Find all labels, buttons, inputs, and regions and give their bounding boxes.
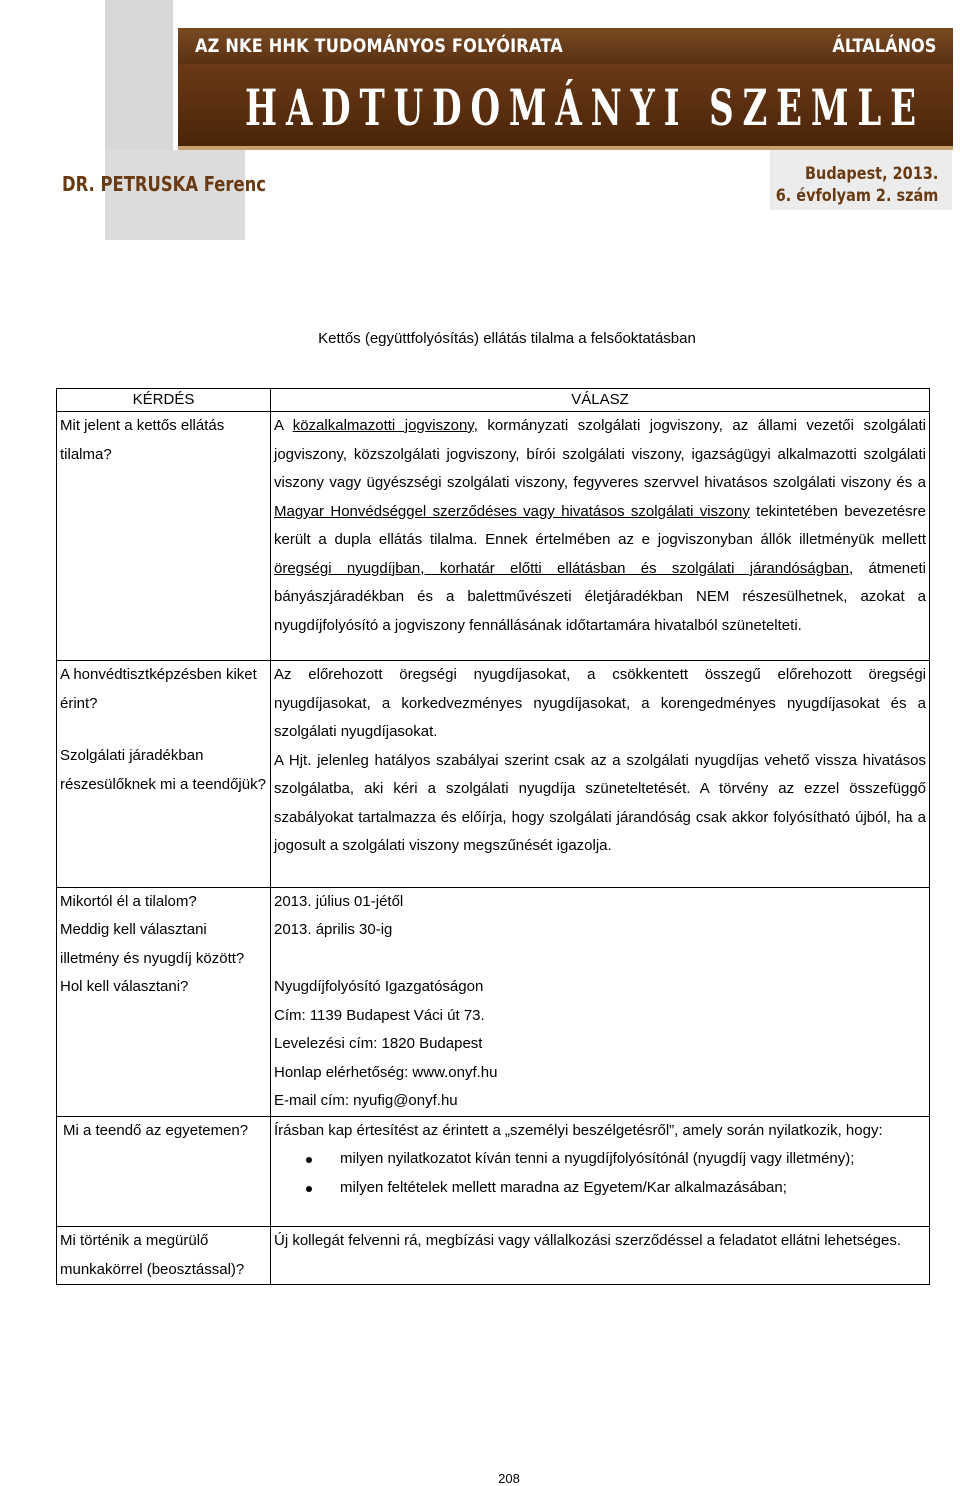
category-label: ÁLTALÁNOS: [831, 35, 936, 57]
question-text: Hol kell választani?: [60, 978, 189, 995]
answer-text: A Hjt. jelenleg hatályos szabályai szerint csak az a szolgálati nyugdíjas vehető vissza hivatásos szolgálatba, aki kéri a szolgálati nyugdíja szüneteltetését. A törvény az ezzel összefüggő szabályokat tartalmazza és előírja, hogy szolgálati járandóság csak akkor folyósítható újból, ha a jogosult a szolgálati viszony megszűnését igazolja.: [274, 751, 926, 854]
place-year: Budapest, 2013.: [804, 164, 938, 184]
answer-cell: [271, 412, 930, 661]
question-text: A honvédtisztképzésben kiket érint?: [60, 666, 257, 712]
answer-text: 2013. április 30-ig: [274, 921, 393, 938]
question-text: Meddig kell választani illetmény és nyugdíj között?: [60, 921, 245, 967]
journal-title: HADTUDOMÁNYI SZEMLE: [245, 78, 925, 137]
question-cell: Mi történik a megürülő munkakörrel (beosztással)?: [57, 1227, 271, 1285]
answer-text: tekintetében bevezetésre került a dupla ellátás tilalma. Ennek értelmében az e jogviszonyban állók illetményük mellett: [274, 502, 926, 548]
question-text: Szolgálati járadékban részesülőknek mi a teendőjük?: [60, 747, 266, 793]
answer-line: Honlap elérhetőség: www.onyf.hu: [274, 1063, 498, 1081]
answer-underlined-text: közalkalmazotti jogviszony: [292, 417, 474, 434]
list-item: milyen nyilatkozatot kíván tenni a nyugdíjfolyósítónál (nyugdíj vagy illetmény);: [340, 1145, 926, 1174]
publication-info: [775, 163, 938, 207]
question-text: Mikortól él a tilalom?: [60, 892, 197, 910]
answer-cell: [271, 887, 930, 1116]
table-row: [57, 887, 930, 1116]
answer-text: Az előrehozott öregségi nyugdíjasokat, a csökkentett összegű előrehozott öregségi nyugdíjasokat, a korkedvezményes nyugdíjasokat, a korengedményes nyugdíjasokat és a szolgálati nyugdíjasokat.: [274, 666, 926, 740]
header-decor-square: [105, 0, 173, 150]
author-name: DR. PETRUSKA Ferenc: [62, 172, 267, 196]
header-band-line: [178, 146, 953, 150]
table-header-row: [57, 389, 930, 412]
answer-line: Nyugdíjfolyósító Igazgatóságon: [274, 978, 484, 995]
answer-cell: [271, 661, 930, 888]
volume-issue: 6. évfolyam 2. szám: [775, 186, 938, 206]
column-header-answer: VÁLASZ: [271, 389, 930, 412]
answer-text: 2013. július 01-jétől: [274, 892, 404, 910]
table-row: [57, 661, 930, 888]
answer-cell: [271, 1116, 930, 1227]
answer-text: , kormányzati szolgálati jogviszony, az állami vezetői szolgálati jogviszony, közszolgálati jogviszony, bírói szolgálati viszony, igazságügyi alkalmazotti szolgálati viszony vagy ügyészségi szolgálati viszony, fegyveres szervvel hivatásos szolgálati viszony és a: [274, 417, 926, 491]
question-cell: Mit jelent a kettős ellátás tilalma?: [57, 412, 271, 661]
table-row: [57, 412, 930, 661]
table-row: [57, 1116, 930, 1227]
answer-underlined-text: öregségi nyugdíjban, korhatár előtti ellátásban és szolgálati járandóságban: [274, 559, 849, 577]
answer-cell: Új kollegát felvenni rá, megbízási vagy vállalkozási szerződéssel a feladatot ellátni lehetséges.: [271, 1227, 930, 1285]
journal-name: AZ NKE HHK TUDOMÁNYOS FOLYÓIRATA: [195, 35, 563, 57]
bullet-list: [274, 1145, 926, 1202]
table-row: [57, 1227, 930, 1285]
qa-table: [56, 388, 930, 1285]
page-number: 208: [498, 1471, 520, 1486]
answer-line: E-mail cím: nyufig@onyf.hu: [274, 1092, 458, 1109]
question-cell: [57, 887, 271, 1116]
column-header-question: KÉRDÉS: [57, 389, 271, 412]
document-title: Kettős (együttfolyósítás) ellátás tilalma a felsőoktatásban: [318, 330, 696, 347]
answer-line: Levelezési cím: 1820 Budapest: [274, 1035, 483, 1052]
question-cell: Mi a teendő az egyetemen?: [57, 1116, 271, 1227]
answer-underlined-text: Magyar Honvédséggel szerződéses vagy hivatásos szolgálati viszony: [274, 502, 750, 520]
question-cell: [57, 661, 271, 888]
answer-text: Írásban kap értesítést az érintett a „személyi beszélgetésről”, amely során nyilatkozik, hogy:: [274, 1121, 883, 1139]
answer-line: Cím: 1139 Budapest Váci út 73.: [274, 1006, 485, 1024]
list-item: milyen feltételek mellett maradna az Egyetem/Kar alkalmazásában;: [340, 1174, 926, 1203]
answer-text: , átmeneti bányászjáradékban és a balettművészeti életjáradékban NEM részesülhetnek, azokat a nyugdíjfolyósító a jogviszony fennállásának időtartamára hivatalból szünetelteti.: [274, 559, 926, 634]
answer-text: A: [274, 417, 293, 434]
